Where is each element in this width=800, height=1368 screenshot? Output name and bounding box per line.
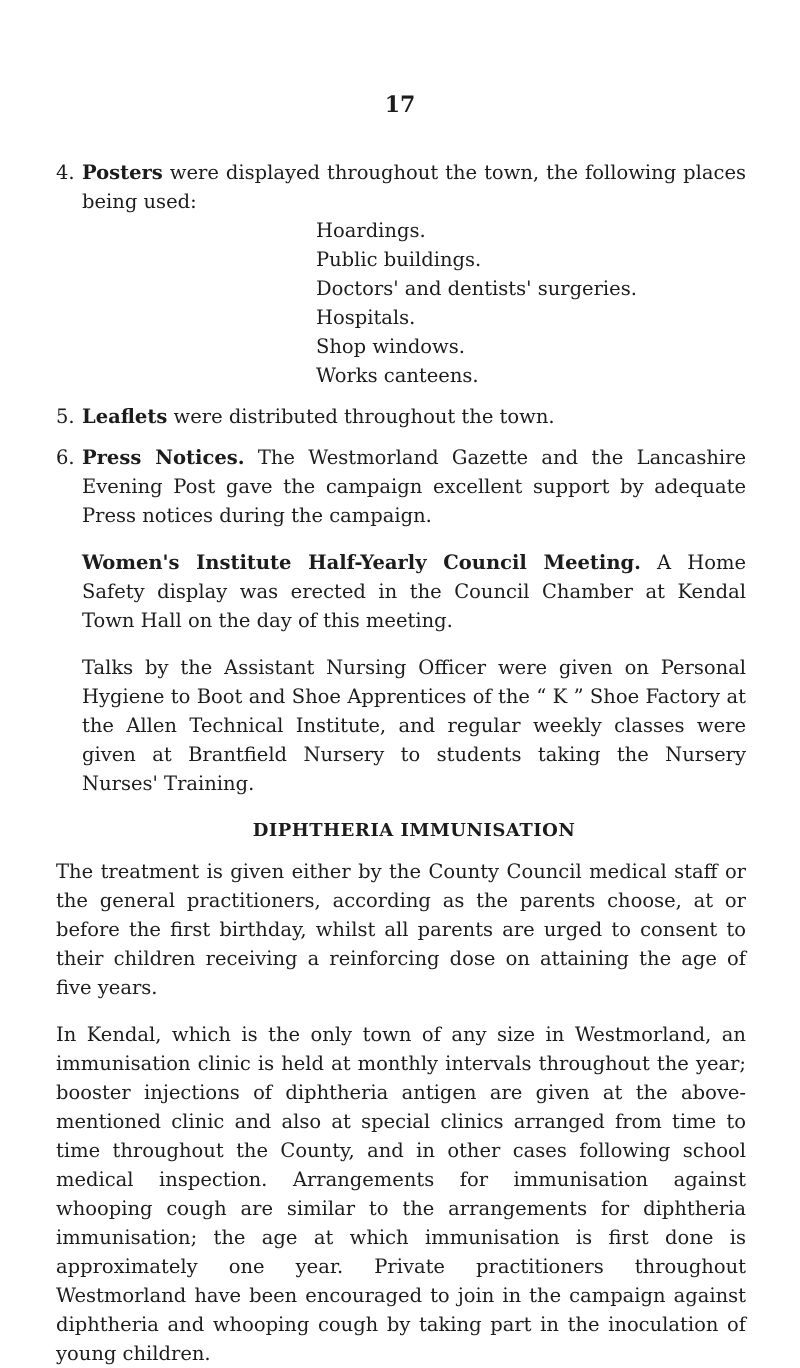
item-number: 4. xyxy=(56,161,75,184)
item-text: were distributed throughout the town. xyxy=(167,405,555,428)
item-lead: Press Notices. xyxy=(82,446,245,469)
page-content xyxy=(56,158,746,1368)
item-text: were displayed throughout the town, the following places being used: xyxy=(82,161,746,213)
item-number: 6. xyxy=(56,446,75,469)
item-text: The Westmorland Gazette and the Lancashire Evening Post gave the campaign excellent support by adequate Press notices during the campaign. xyxy=(82,446,747,527)
item-lead: Posters xyxy=(82,161,163,184)
item-body xyxy=(82,443,746,530)
item-body xyxy=(82,158,746,216)
paragraph-lead: Women's Institute Half-Yearly Council Meeting. xyxy=(82,551,641,574)
list-item: Public buildings. xyxy=(316,248,482,271)
list-item: Hoardings. xyxy=(316,219,426,242)
list-item: Shop windows. xyxy=(316,335,465,358)
wi-meeting-paragraph xyxy=(82,548,746,635)
talks-paragraph: Talks by the Assistant Nursing Officer were given on Personal Hygiene to Boot and Shoe Apprentices of the “ K ” Shoe Factory at the Allen Technical Institute, and regular weekly classes were given at Brantfield Nursery to students taking the Nursery Nurses' Training. xyxy=(82,656,746,795)
item-lead: Leaflets xyxy=(82,405,168,428)
posters-places-list xyxy=(316,216,746,390)
list-item: Doctors' and dentists' surgeries. xyxy=(316,277,637,300)
list-item-press-notices xyxy=(56,443,746,530)
body-paragraph: In Kendal, which is the only town of any size in Westmorland, an immunisation clinic is held at monthly intervals throughout the year; booster injections of diphtheria antigen are given at the above-mentioned clinic and also at special clinics arranged from time to time throughout the County, and in other cases following school medical inspection. Arrangements for immunisation against whooping cough are similar to the arrangements for diphtheria immunisation; the age at which immunisation is first done is approximately one year. Private practitioners throughout Westmorland have been encouraged to join in the campaign against diphtheria and whooping cough by taking part in the inoculation of young children. xyxy=(56,1023,746,1365)
body-paragraph: The treatment is given either by the County Council medical staff or the general practitioners, according as the parents choose, at or before the first birthday, whilst all parents are urged to consent to their children receiving a reinforcing dose on attaining the age of five years. xyxy=(56,860,746,999)
item-body xyxy=(82,402,746,431)
list-item-posters xyxy=(56,158,746,216)
list-item-leaflets xyxy=(56,402,746,431)
section-heading: DIPHTHERIA IMMUNISATION xyxy=(252,820,576,841)
paragraph-text: A Home Safety display was erected in the Council Chamber at Kendal Town Hall on the day of this meeting. xyxy=(82,551,746,632)
page-number: 17 xyxy=(384,92,416,118)
item-number: 5. xyxy=(56,405,75,428)
list-item: Works canteens. xyxy=(316,364,479,387)
list-item: Hospitals. xyxy=(316,306,416,329)
